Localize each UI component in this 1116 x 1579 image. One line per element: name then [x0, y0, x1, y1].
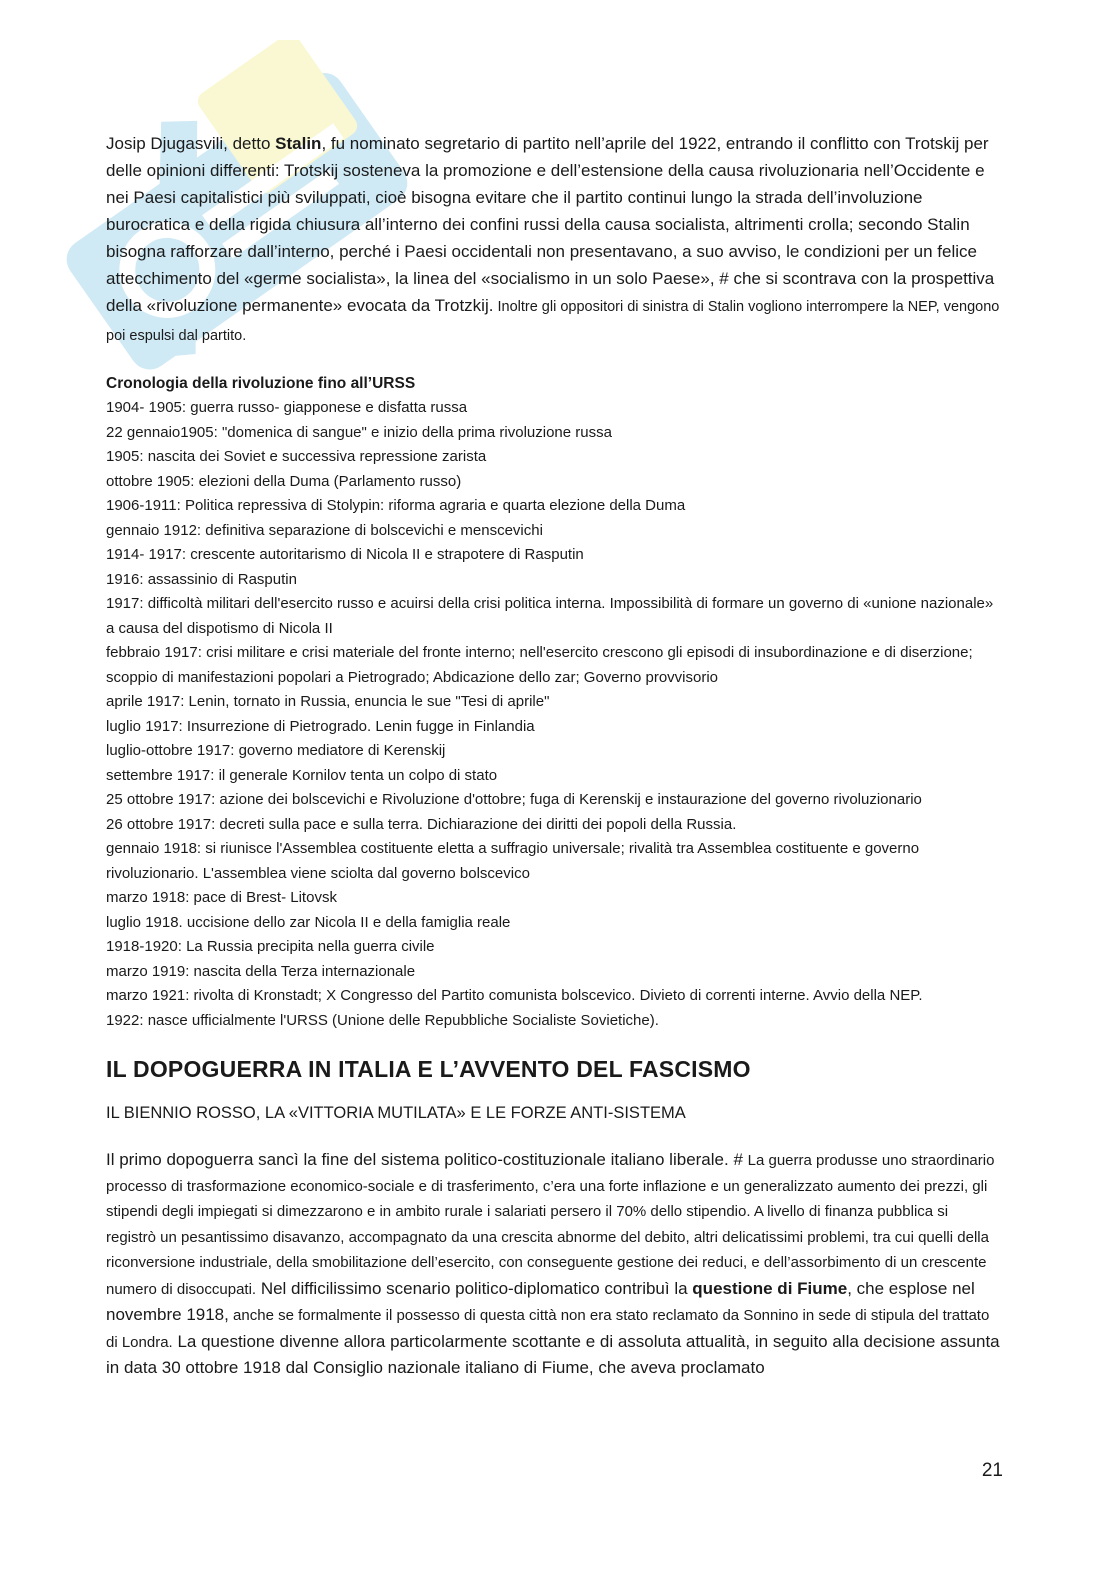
para-text-6: La questione divenne allora particolarmente scottante e di assoluta attualità, in seguito alla decisione assunta in data 30 ottobre 1918 dal Consiglio nazionale italiano di Fiume, che aveva proclamato	[106, 1331, 1000, 1377]
chronology-item: gennaio 1918: si riunisce l'Assemblea costituente eletta a suffragio universale; rivalità tra Assemblea costituente e governo rivoluzionario. L'assemblea viene sciolta dal governo bolscevico	[106, 840, 920, 882]
chronology-heading: Cronologia della rivoluzione fino all’URSS	[106, 375, 416, 392]
chronology-item: aprile 1917: Lenin, tornato in Russia, enuncia le sue "Tesi di aprile"	[106, 693, 550, 710]
chronology-item: marzo 1919: nascita della Terza internazionale	[106, 962, 416, 980]
para-bold-fiume: questione di Fiume	[692, 1278, 848, 1298]
chapter-subtitle: IL BIENNIO ROSSO, LA «VITTORIA MUTILATA» E LE FORZE ANTI-SISTEMA	[106, 1104, 686, 1122]
chronology-item: 1904- 1905: guerra russo- giapponese e disfatta russa	[106, 399, 468, 416]
document-page	[106, 130, 1002, 1397]
chapter-title: IL DOPOGUERRA IN ITALIA E L’AVVENTO DEL FASCISMO	[106, 1056, 751, 1082]
para-text-1: Il primo dopoguerra sancì la fine del sistema politico-costituzionale italiano liberale. #	[106, 1150, 748, 1169]
chronology-item: febbraio 1917: crisi militare e crisi materiale del fronte interno; nell'esercito crescono gli episodi di insubordinazione e di diserzione; scoppio di manifestazioni popolari a Pietrogrado; Abdicazione dello zar; Governo provvisorio	[106, 644, 973, 686]
para-text-5: anche se formalmente il possesso di questa città non era stato reclamato da Sonnino in sede di stipula del trattato di Londra.	[106, 1307, 990, 1351]
chronology-item: ottobre 1905: elezioni della Duma (Parlamento russo)	[106, 472, 462, 490]
para-text-2: La guerra produsse uno straordinario processo di trasformazione economico-sociale e di trasferimento, c’era una forte inflazione e un generalizzato aumento dei prezzi, gli stipendi degli impiegati si dimezzarono e in ambito rurale i salariati persero il 70% dello stipendio. A livello di finanza pubblica si registrò un pesantissimo disavanzo, accompagnato da una crescita abnorme del debito, altri delicatissimi problemi, tra cui quelli della riconversione industriale, della smobilitazione dell’esercito, con conseguente gestione dei reduci, e dell’assorbimento di un crescente numero di disoccupati.	[106, 1152, 995, 1298]
chronology-item: 1918-1920: La Russia precipita nella guerra civile	[106, 938, 435, 955]
chronology-item: 1922: nasce ufficialmente l'URSS (Unione delle Repubbliche Socialiste Sovietiche).	[106, 1011, 659, 1029]
intro-text-small: Inoltre gli oppositori di sinistra di Stalin vogliono interrompere la NEP, vengono poi espulsi dal partito.	[106, 299, 1000, 344]
chronology-item: 1905: nascita dei Soviet e successiva repressione zarista	[106, 448, 487, 465]
chronology-item: 22 gennaio1905: "domenica di sangue" e inizio della prima rivoluzione russa	[106, 423, 612, 441]
intro-paragraph	[106, 130, 1002, 350]
chronology-item: luglio 1918. uccisione dello zar Nicola II e della famiglia reale	[106, 913, 511, 931]
para-text-3: Nel difficilissimo scenario politico-diplomatico contribuì la	[256, 1278, 693, 1298]
para-text-4: , che esplose nel novembre 1918,	[106, 1278, 975, 1324]
intro-bold-stalin: Stalin	[275, 134, 322, 153]
chronology-item: 1917: difficoltà militari dell'esercito russo e acuirsi della crisi politica interna. Impossibilità di formare un governo di «unione nazionale» a causa del dispotismo di Nicola II	[106, 595, 994, 637]
chronology-item: 26 ottobre 1917: decreti sulla pace e sulla terra. Dichiarazione dei diritti dei popoli della Russia.	[106, 815, 737, 833]
chronology-item: luglio 1917: Insurrezione di Pietrogrado. Lenin fugge in Finlandia	[106, 717, 535, 735]
chronology-item: 1906-1911: Politica repressiva di Stolypin: riforma agraria e quarta elezione della Duma	[106, 497, 686, 514]
chronology-item: 1916: assassinio di Rasputin	[106, 570, 297, 588]
chronology-list	[106, 396, 1002, 1033]
intro-text-1: Josip Djugasvili, detto	[106, 134, 276, 153]
chronology-item: settembre 1917: il generale Kornilov tenta un colpo di stato	[106, 766, 498, 784]
intro-text-2: , fu nominato segretario di partito nell’aprile del 1922, entrando il conflitto con Trotskij per delle opinioni differenti: Trotskij sosteneva la promozione e dell’estensione della causa rivoluzionaria nell’Occidente e nei Paesi capitalistici più sviluppati, cioè bisogna evitare che il partito continui lungo la strada dell’involuzione burocratica e della rigida chiusura all’interno dei confini russi della causa socialista, altrimenti crolla; secondo Stalin bisogna rafforzare dall’interno, perché i Paesi occidentali non presentavano, a suo avviso, le condizioni per un felice attecchimento del «germe socialista», la linea del «socialismo in un solo Paese», # che si scontrava con la prospettiva della «rivoluzione permanente» evocata da Trotzkij.	[106, 134, 995, 315]
chronology-item: luglio-ottobre 1917: governo mediatore di Kerenskij	[106, 742, 446, 759]
chronology-item: marzo 1918: pace di Brest- Litovsk	[106, 889, 337, 906]
page-number: 21	[981, 1460, 1003, 1481]
chronology-item: 25 ottobre 1917: azione dei bolscevichi e Rivoluzione d'ottobre; fuga di Kerenskij e instaurazione del governo rivoluzionario	[106, 791, 922, 808]
chronology-item: 1914- 1917: crescente autoritarismo di Nicola II e strapotere di Rasputin	[106, 546, 584, 563]
chronology-item: gennaio 1912: definitiva separazione di bolscevichi e menscevichi	[106, 521, 543, 539]
chronology-item: marzo 1921: rivolta di Kronstadt; X Congresso del Partito comunista bolscevico. Divieto di correnti interne. Avvio della NEP.	[106, 987, 923, 1004]
body-paragraph	[106, 1147, 1002, 1382]
